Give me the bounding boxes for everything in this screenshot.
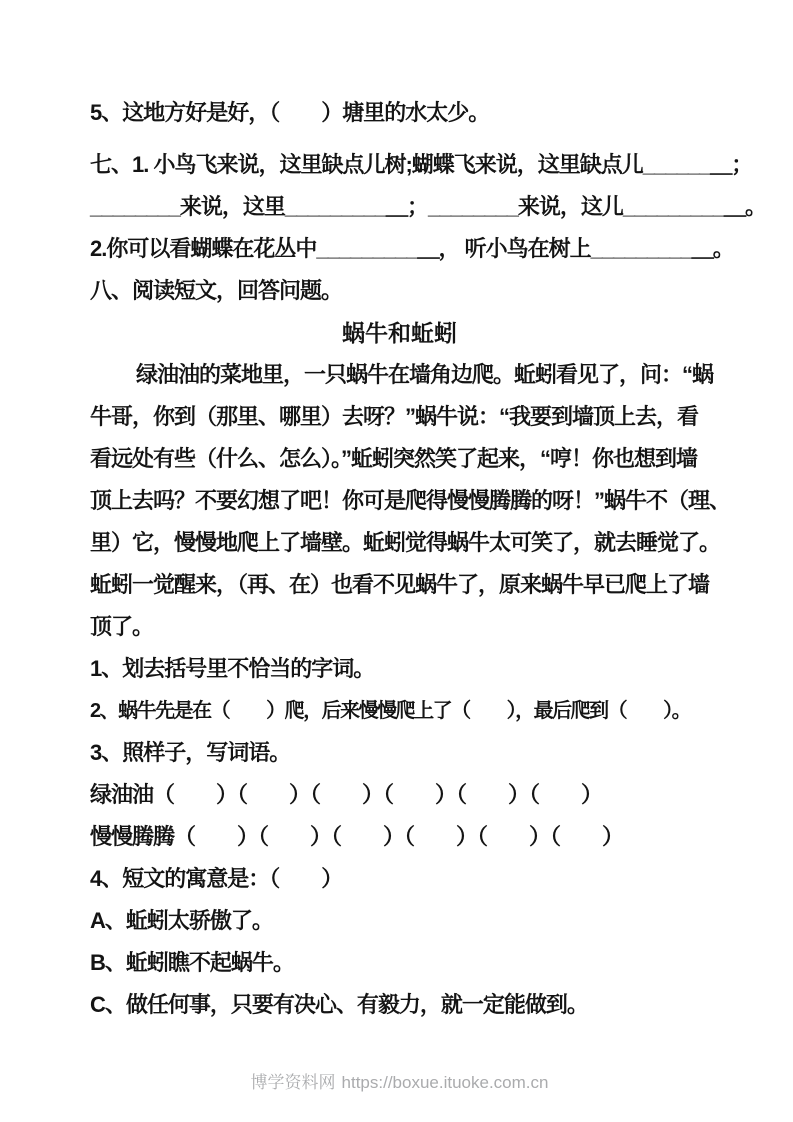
question-2: 2、蜗牛先是在（ ）爬，后来慢慢爬上了（ ），最后爬到（ ）。: [90, 700, 691, 722]
passage-line-7: 顶了。: [90, 614, 154, 639]
question-3-example-row-2: 慢慢腾腾（ ）（ ）（ ）（ ）（ ）（ ）: [90, 824, 624, 849]
section-8-header: 八、阅读短文，回答问题。: [90, 278, 343, 303]
section-7-line-1: 七、1. 小鸟飞来说，这里缺点儿树;蝴蝶飞来说，这里缺点儿______＿；: [90, 152, 753, 177]
page-footer: [90, 1068, 709, 1093]
option-b: B、蚯蚓瞧不起蜗牛。: [90, 950, 294, 975]
passage-line-4: 顶上去吗？不要幻想了吧！你可是爬得慢慢腾腾的呀！”蜗牛不（理、: [90, 488, 731, 513]
passage-line-3: 看远处有些（什么、怎么）。”蚯蚓突然笑了起来，“哼！你也想到墙: [90, 446, 698, 471]
question-4: 4、短文的寓意是：（ ）: [90, 866, 343, 891]
question-1: 1、划去括号里不恰当的字词。: [90, 656, 375, 681]
passage-line-2: 牛哥，你到（那里、哪里）去呀？”蜗牛说：“我要到墙顶上去，看: [90, 404, 699, 429]
section-7-line-3: 2.你可以看蝴蝶在花丛中_________＿， 听小鸟在树上_________＿。: [90, 236, 734, 261]
passage-line-1: 绿油油的菜地里，一只蜗牛在墙角边爬。蚯蚓看见了，问：“蜗: [136, 362, 714, 387]
question-3: 3、照样子，写词语。: [90, 740, 291, 765]
question-3-example-row-1: 绿油油（ ）（ ）（ ）（ ）（ ）（ ）: [90, 782, 603, 807]
item-5-line: 5、这地方好是好，（ ）塘里的水太少。: [90, 100, 490, 125]
option-c: C、做任何事，只要有决心、有毅力，就一定能做到。: [90, 992, 588, 1017]
passage-title: 蜗牛和蚯蚓: [342, 320, 457, 346]
footer-site-name: 博学资料网: [250, 1073, 336, 1092]
passage-line-5: 里）它，慢慢地爬上了墙壁。蚯蚓觉得蜗牛太可笑了，就去睡觉了。: [90, 530, 721, 555]
footer-url: https://boxue.ituoke.com.cn: [341, 1073, 549, 1092]
passage-line-6: 蚯蚓一觉醒来，（再、在）也看不见蜗牛了，原来蜗牛早已爬上了墙: [90, 572, 710, 597]
option-a: A、蚯蚓太骄傲了。: [90, 908, 273, 933]
section-7-line-2: ________来说，这里_________＿；________来说，这儿_________＿。: [90, 194, 767, 219]
